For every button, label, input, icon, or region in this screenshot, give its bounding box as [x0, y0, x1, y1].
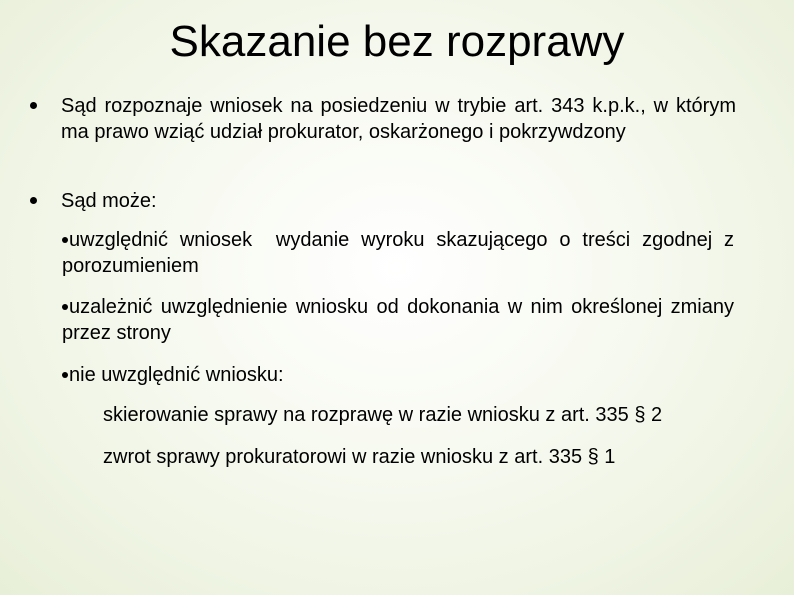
sub-bullet-b-text: uzależnić uwzględnienie wniosku od dokonania w nim określonej zmiany przez strony [62, 296, 734, 344]
sub-bullet-c [62, 362, 734, 388]
bullet-dot-icon [30, 197, 37, 204]
bullet-item-1 [30, 93, 736, 145]
sub-sub-item-a-text: skierowanie sprawy na rozprawę w razie wniosku z art. 335 § 2 [103, 404, 663, 426]
bullet-text: Sąd może: [61, 190, 157, 212]
bullet-text: Sąd rozpoznaje wniosek na posiedzeniu w trybie art. 343 k.p.k., w którym ma prawo wziąć udział prokurator, oskarżonego i pokrzywdzony [61, 95, 736, 143]
sub-sub-item-b-text: zwrot sprawy prokuratorowi w razie wniosku z art. 335 § 1 [103, 446, 616, 468]
slide-title: Skazanie bez rozprawy [169, 17, 625, 66]
bullet-dot-icon [30, 102, 37, 109]
sub-bullet-dot-icon [62, 304, 68, 310]
sub-bullet-b [62, 294, 734, 346]
sub-sub-item-b [103, 444, 763, 470]
sub-bullet-dot-icon [62, 372, 68, 378]
sub-sub-item-a [103, 402, 763, 428]
sub-bullet-a-lead: uwzględnić wniosek [69, 229, 253, 251]
sub-bullet-a-rest: wydanie wyroku skazującego o treści zgodnej z porozumieniem [62, 229, 735, 277]
sub-bullet-dot-icon [62, 237, 68, 243]
sub-bullet-c-text: nie uwzględnić wniosku: [69, 364, 284, 386]
sub-bullet-a [62, 227, 734, 279]
bullet-item-2 [30, 188, 736, 214]
